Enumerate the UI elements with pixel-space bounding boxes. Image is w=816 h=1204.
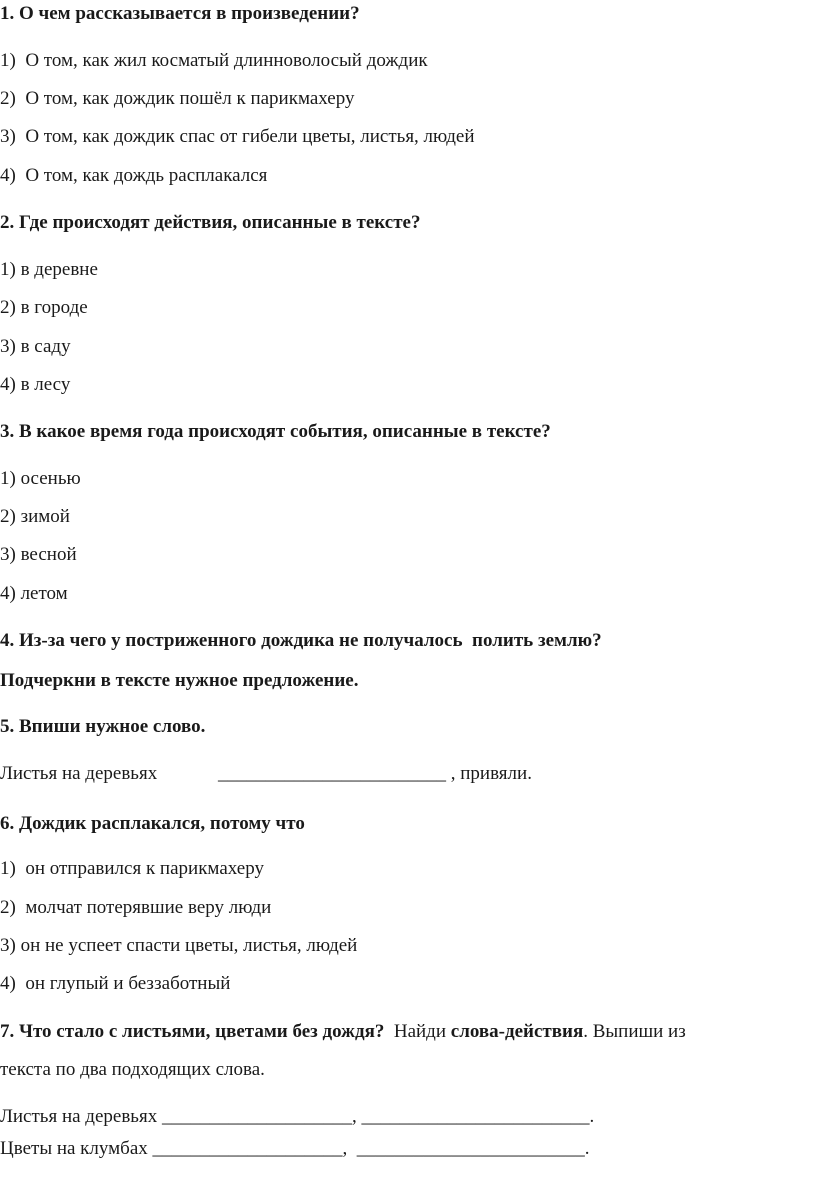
question-3-title: 3. В какое время года происходят события, описанные в тексте? (0, 421, 551, 442)
question-7-answer-row-flowers[interactable]: Цветы на клумбах ____________________, ________________________. (0, 1138, 590, 1159)
question-6-option-3: 3) он не успеет спасти цветы, листья, людей (0, 935, 358, 956)
question-2-option-2: 2) в городе (0, 297, 88, 318)
question-7-instruction-tail: . Выпиши из (583, 1021, 686, 1042)
question-2-option-1: 1) в деревне (0, 259, 98, 280)
question-3-option-1: 1) осенью (0, 468, 81, 489)
question-2-option-3: 3) в саду (0, 336, 71, 357)
question-5-suffix: , привяли. (446, 763, 532, 784)
question-3-option-4: 4) летом (0, 583, 68, 604)
question-7-answer-row-leaves[interactable]: Листья на деревьях ____________________, ________________________. (0, 1106, 595, 1127)
question-1-option-1: 1) О том, как жил косматый длинноволосый дождик (0, 50, 428, 71)
question-4-title: 4. Из-за чего у постриженного дождика не получалось полить землю? (0, 630, 602, 651)
question-6-title: 6. Дождик расплакался, потому что (0, 813, 305, 834)
question-1-option-4: 4) О том, как дождь расплакался (0, 165, 268, 186)
question-1-title: 1. О чем рассказывается в произведении? (0, 3, 360, 24)
question-7-title: 7. Что стало с листьями, цветами без дождя? (0, 1021, 385, 1042)
question-5-answer-blank[interactable]: ________________________ (218, 763, 446, 784)
question-6-option-1: 1) он отправился к парикмахеру (0, 858, 264, 879)
question-6-option-2: 2) молчат потерявшие веру люди (0, 897, 272, 918)
question-2-title: 2. Где происходят действия, описанные в тексте? (0, 212, 421, 233)
question-7-instruction-line2: текста по два подходящих слова. (0, 1059, 265, 1080)
question-5-title: 5. Впиши нужное слово. (0, 716, 206, 737)
question-1-option-3: 3) О том, как дождик спас от гибели цветы, листья, людей (0, 126, 475, 147)
question-7-instruction: Найди (384, 1021, 451, 1042)
question-4-subtitle: Подчеркни в тексте нужное предложение. (0, 670, 359, 691)
question-5-prefix: Листья на деревьях (0, 763, 158, 784)
question-3-option-3: 3) весной (0, 544, 77, 565)
question-7-title-line (0, 1020, 686, 1044)
question-3-option-2: 2) зимой (0, 506, 70, 527)
question-5-sentence (0, 762, 532, 786)
question-2-option-4: 4) в лесу (0, 374, 71, 395)
question-1-option-2: 2) О том, как дождик пошёл к парикмахеру (0, 88, 355, 109)
question-7-keyword: слова-действия (450, 1021, 584, 1042)
question-6-option-4: 4) он глупый и беззаботный (0, 973, 231, 994)
